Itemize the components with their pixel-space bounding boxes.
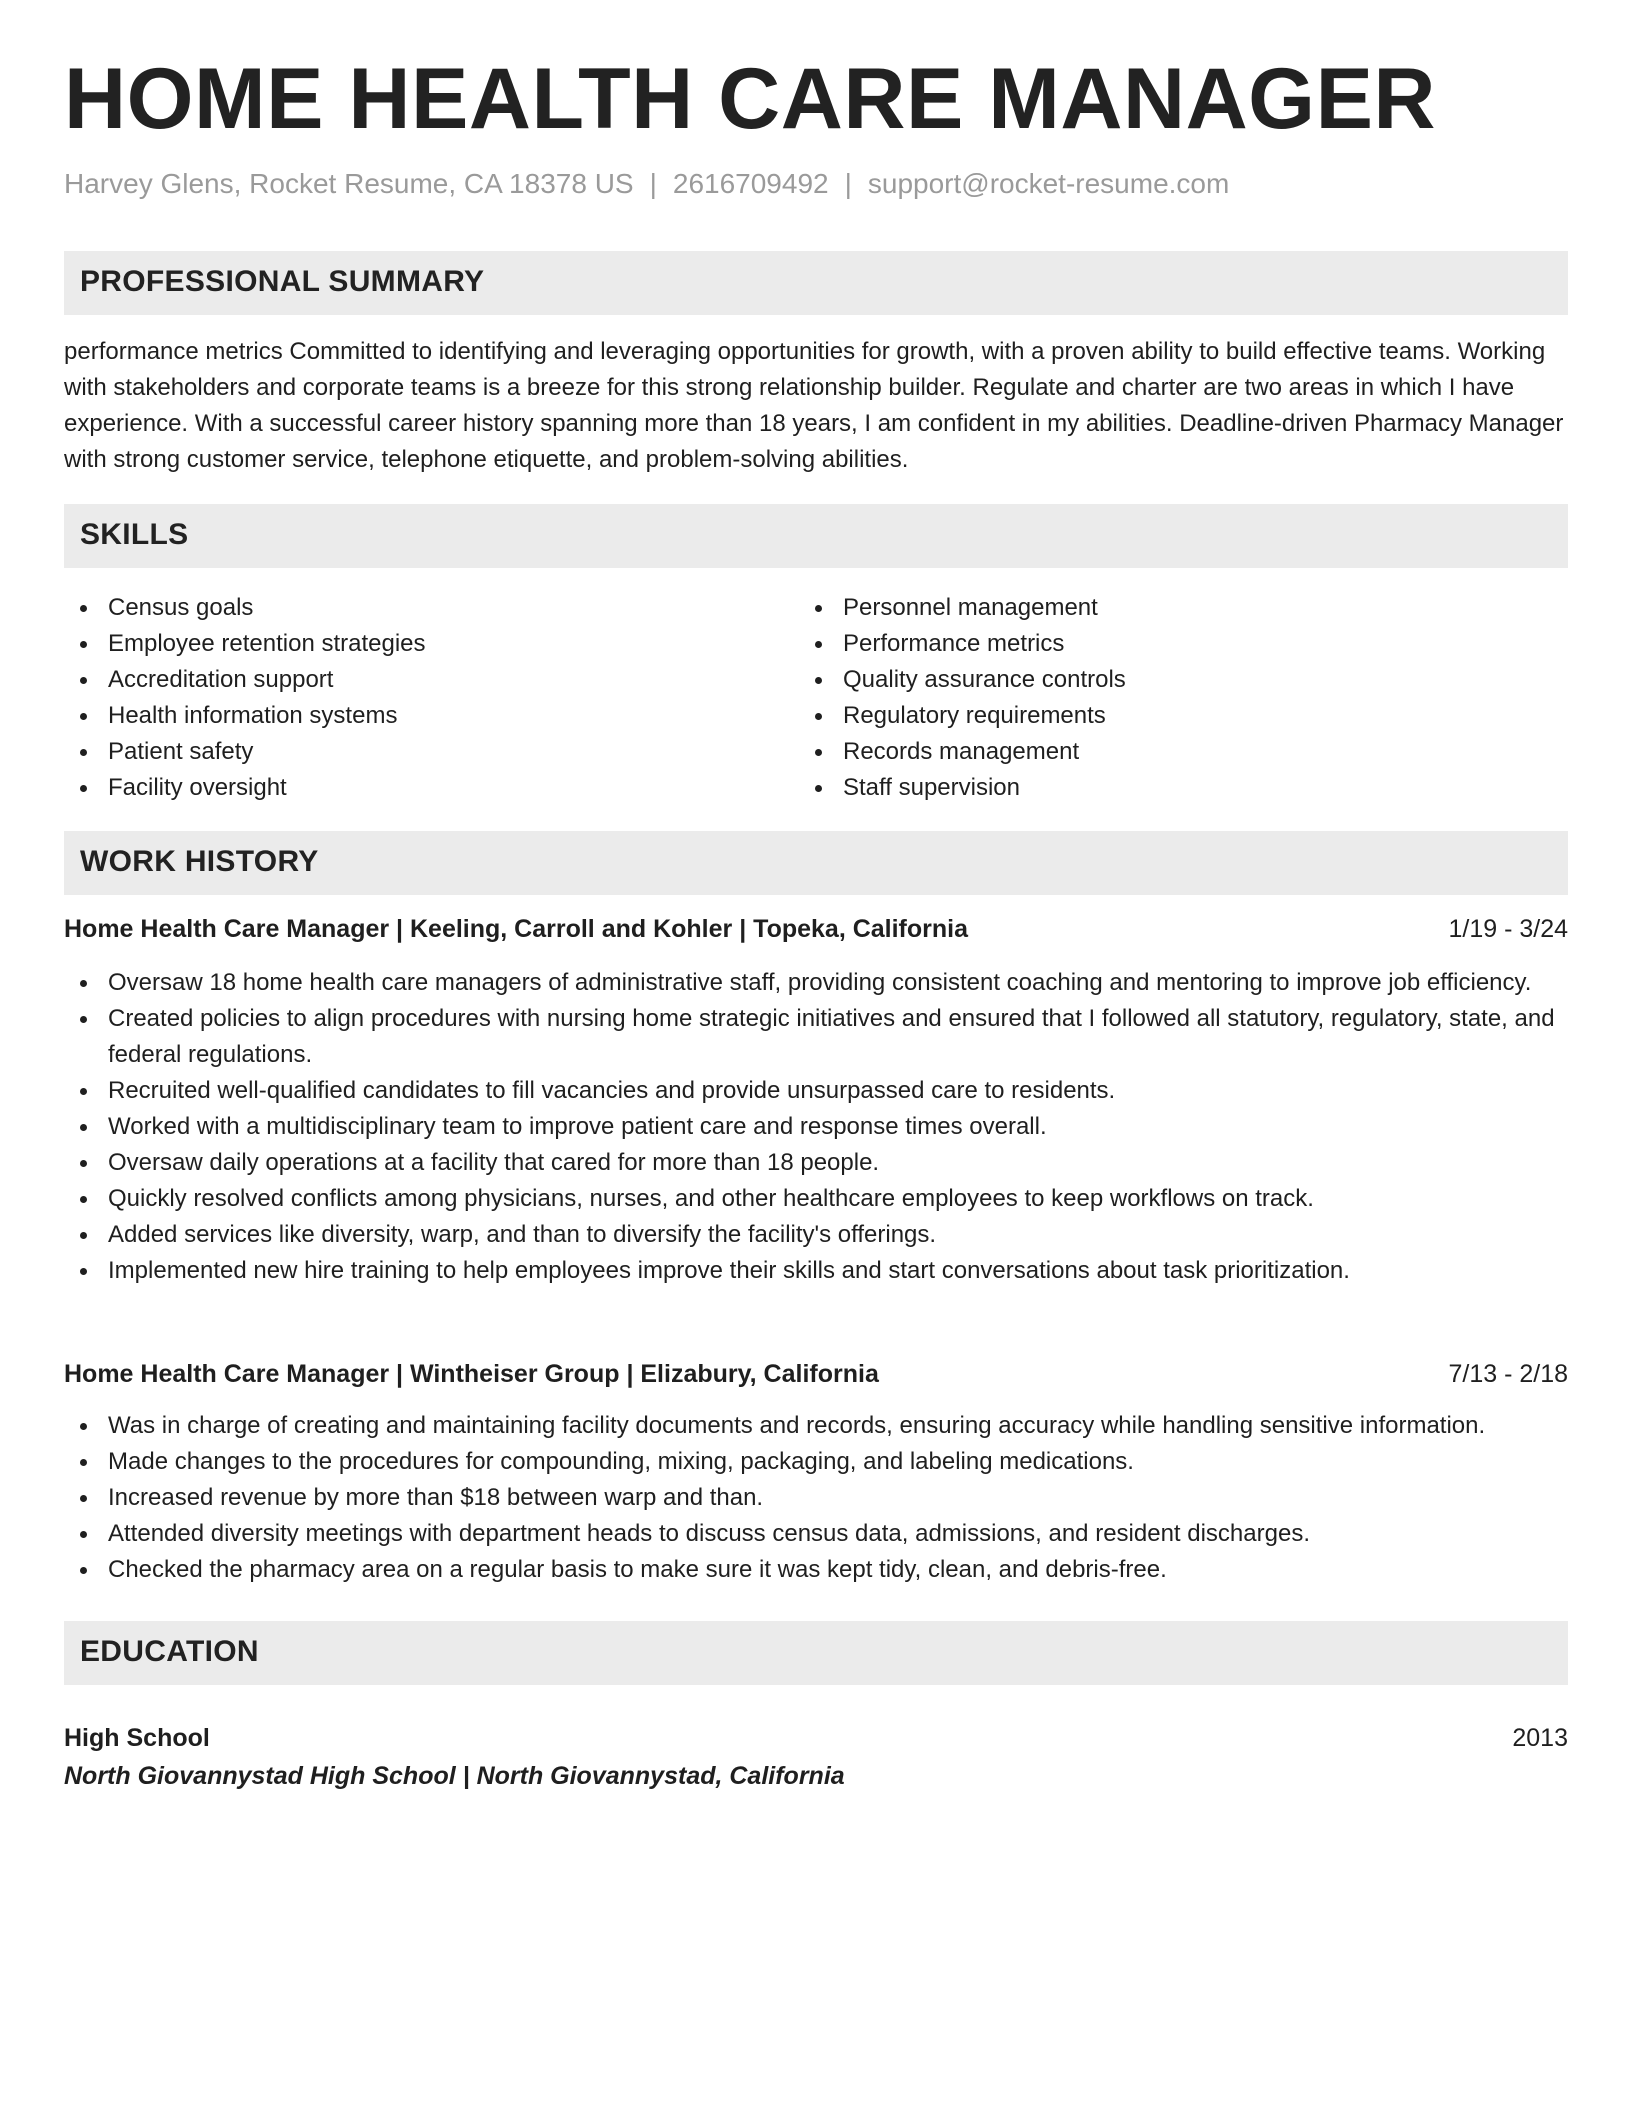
skill-item: Records management — [799, 734, 1499, 770]
job-bullet: Created policies to align procedures with nursing home strategic initiatives and ensured that I followed all statutory, regulatory, state, and federal regulations. — [64, 1001, 1568, 1073]
job-bullet: Attended diversity meetings with department heads to discuss census data, admissions, and resident discharges. — [64, 1516, 1568, 1552]
job-bullet: Implemented new hire training to help employees improve their skills and start conversations about task prioritization. — [64, 1253, 1568, 1289]
skill-item: Patient safety — [64, 734, 764, 770]
job-bullet: Oversaw 18 home health care managers of administrative staff, providing consistent coaching and mentoring to improve job efficiency. — [64, 965, 1568, 1001]
skills-list-left — [64, 590, 764, 806]
job-heading — [64, 911, 1568, 947]
job-bullet-list — [64, 1408, 1568, 1588]
section-header-summary — [64, 251, 1568, 315]
contact-address: Harvey Glens, Rocket Resume, CA 18378 US — [64, 168, 634, 199]
job-bullet: Recruited well-qualified candidates to fill vacancies and provide unsurpassed care to residents. — [64, 1073, 1568, 1109]
skill-item: Performance metrics — [799, 626, 1499, 662]
job-bullet: Was in charge of creating and maintaining facility documents and records, ensuring accuracy while handling sensitive information. — [64, 1408, 1568, 1444]
job-bullet: Increased revenue by more than $18 between warp and than. — [64, 1480, 1568, 1516]
job-title: Home Health Care Manager | Keeling, Carroll and Kohler | Topeka, California — [64, 915, 969, 943]
job-bullet: Added services like diversity, warp, and than to diversify the facility's offerings. — [64, 1217, 1568, 1253]
skill-item: Quality assurance controls — [799, 662, 1499, 698]
summary-text: performance metrics Committed to identifying and leveraging opportunities for growth, with a proven ability to build effective teams. Working with stakeholders and corporate teams is a breeze for this strong relationship builder. Regulate and charter are two areas in which I have experience. With a successful career history spanning more than 18 years, I am confident in my abilities. Deadline-driven Pharmacy Manager with strong customer service, telephone etiquette, and problem-solving abilities. — [64, 338, 1564, 473]
skill-item: Employee retention strategies — [64, 626, 764, 662]
section-header-education — [64, 1621, 1568, 1685]
contact-separator: | — [649, 168, 657, 199]
section-title-education: EDUCATION — [80, 1635, 259, 1668]
job-bullet: Worked with a multidisciplinary team to improve patient care and response times overall. — [64, 1109, 1568, 1145]
section-title-work: WORK HISTORY — [80, 845, 319, 878]
contact-phone: 2616709492 — [672, 168, 829, 199]
job-bullet: Made changes to the procedures for compounding, mixing, packaging, and labeling medications. — [64, 1444, 1568, 1480]
education-year: 2013 — [1512, 1724, 1568, 1752]
education-school: North Giovannystad High School | North Giovannystad, California — [64, 1762, 845, 1790]
education-degree-row — [64, 1720, 1568, 1756]
skills-list-right — [799, 590, 1499, 806]
contact-separator: | — [844, 168, 852, 199]
candidate-name: HOME HEALTH CARE MANAGER — [64, 51, 1437, 147]
skill-item: Regulatory requirements — [799, 698, 1499, 734]
job-dates: 7/13 - 2/18 — [1448, 1360, 1568, 1388]
section-title-skills: SKILLS — [80, 518, 189, 551]
job-dates: 1/19 - 3/24 — [1448, 915, 1568, 943]
section-title-summary: PROFESSIONAL SUMMARY — [80, 265, 485, 298]
skill-item: Accreditation support — [64, 662, 764, 698]
skill-item: Facility oversight — [64, 770, 764, 806]
skill-item: Personnel management — [799, 590, 1499, 626]
job-bullet-list — [64, 965, 1568, 1289]
job-title: Home Health Care Manager | Wintheiser Group | Elizabury, California — [64, 1360, 879, 1388]
job-heading — [64, 1356, 1568, 1392]
section-header-skills — [64, 504, 1568, 568]
job-bullet: Checked the pharmacy area on a regular basis to make sure it was kept tidy, clean, and debris-free. — [64, 1552, 1568, 1588]
education-degree: High School — [64, 1724, 210, 1752]
skill-item: Census goals — [64, 590, 764, 626]
section-header-work — [64, 831, 1568, 895]
contact-email: support@rocket-resume.com — [867, 168, 1230, 199]
job-bullet: Oversaw daily operations at a facility that cared for more than 18 people. — [64, 1145, 1568, 1181]
job-bullet: Quickly resolved conflicts among physicians, nurses, and other healthcare employees to keep workflows on track. — [64, 1181, 1568, 1217]
skill-item: Staff supervision — [799, 770, 1499, 806]
skill-item: Health information systems — [64, 698, 764, 734]
contact-line — [64, 168, 1229, 200]
